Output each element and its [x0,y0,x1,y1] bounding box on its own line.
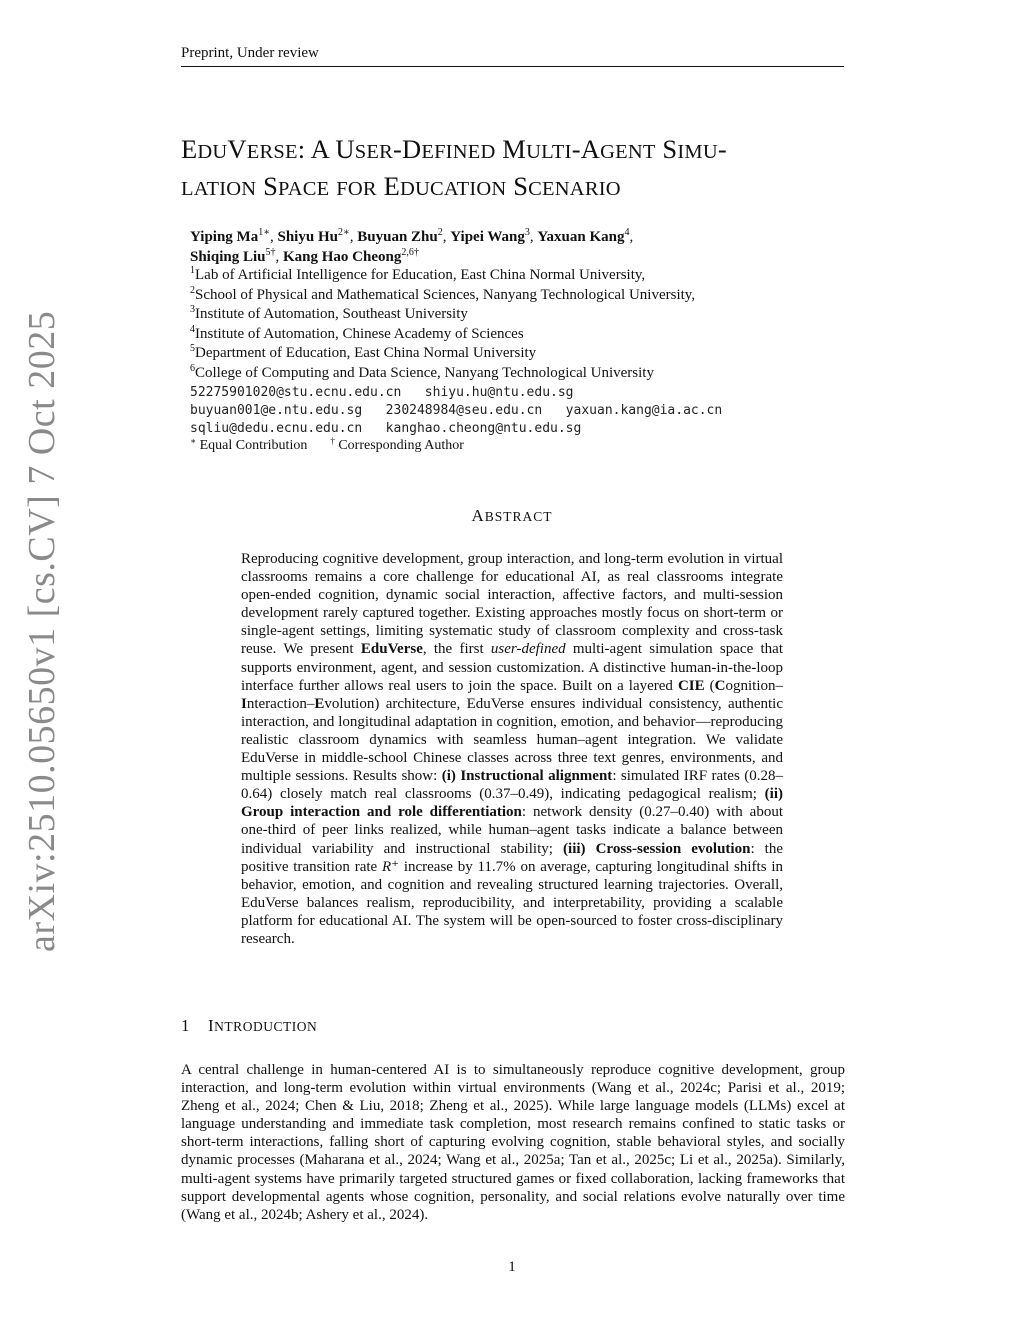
email-line-2[interactable]: buyuan001@e.ntu.edu.sg 230248984@seu.edu.cn yaxuan.kang@ia.ac.cn [190,403,723,418]
author-name: Kang Hao Cheong [282,248,402,265]
affiliation-num: 3 [190,304,195,315]
abstract-heading: ABSTRACT [471,506,553,525]
abstract-bold: CIE [677,677,705,694]
title-line-1: EDUVERSE: A USER-DEFINED MULTI-AGENT SIMU- [181,134,727,164]
affiliation-5 [190,344,850,364]
abstract-text: ognition– [725,677,783,694]
affiliation-num: 4 [190,323,195,335]
equal-contribution-mark: ∗ [190,436,197,446]
affiliation-num: 5 [190,343,195,354]
email-line-1[interactable]: 52275901020@stu.ecnu.edu.cn shiyu.hu@ntu.edu.sg [190,385,574,400]
affiliation-num: 2 [190,284,195,296]
author-notes [190,438,464,454]
abstract-text: : network density (0.27–0.40) with about one-third of peer links realized, while human–agent tasks indicate a balance between individual variability and instructional stability; [241,804,783,857]
page-number: 1 [508,1259,516,1275]
affiliation-text: Institute of Automation, Chinese Academy of Sciences [195,325,524,342]
author-name: Yiping Ma [190,229,259,245]
abstract-text: : the positive transition rate [241,840,784,875]
running-head: Preprint, Under review [181,45,319,61]
author-mark: 2,6† [401,246,419,258]
equal-contribution-text: Equal Contribution [199,438,308,453]
section-title: INTRODUCTION [208,1016,318,1035]
abstract-text: Reproducing cognitive development, group interaction, and long-term evolution in virtual classrooms remains a core challenge for educational AI, as real classrooms integrate open-ended cognition, dynamic social interaction, affective factors, and multi-session development rarely captured together. Existing approaches mostly focus on short-term or single-agent settings, limiting systematic study of classroom complexity and cross-task reuse. We present [241,551,783,658]
author-name: Yipei Wang [450,229,525,245]
email-line-3[interactable]: sqliu@dedu.ecnu.edu.cn kanghao.cheong@ntu.edu.sg [190,421,582,436]
author-mark: 2∗ [337,227,350,238]
abstract-bold: (iii) Cross-session evolution [563,840,751,857]
affiliation-1 [190,266,850,286]
paper-title [181,132,861,206]
section-heading-introduction [181,1016,317,1036]
author-name: Buyuan Zhu [357,229,438,245]
introduction-body: A central challenge in human-centered AI is to simultaneously reproduce cognitive development, group interaction, and long-term evolution within virtual environments (Wang et al., 2024c; Parisi et al., 2019; Zheng et al., 2024; Chen & Liu, 2018; Zheng et al., 2025). While large language models (LLMs) excel at language understanding and immediate task completion, most research remains confined to static tasks or short-term interactions, falling short of capturing evolving cognition, stable behavioral styles, and socially dynamic processes (Maharana et al., 2024; Wang et al., 2025a; Tan et al., 2025c; Li et al., 2025a). Similarly, multi-agent systems have primarily targeted structured games or fixed collaboration, lacking frameworks that support developmental agents whose cognition, personality, and social relations evolve naturally over time (Wang et al., 2024b; Ashery et al., 2024). [181,1062,845,1223]
abstract-text: ( [704,677,715,694]
affiliation-2 [190,286,850,306]
author-name: Shiyu Hu [277,229,338,245]
affiliation-text: Lab of Artificial Intelligence for Education, East China Normal University, [195,267,646,283]
affiliation-3 [190,305,850,325]
arxiv-stamp: arXiv:2510.05650v1 [cs.CV] 7 Oct 2025 [21,310,63,952]
author-mark: 3 [524,227,530,238]
affiliation-num: 1 [190,265,195,276]
author-mark: 1∗ [258,227,270,238]
author-name: Shiqing Liu [190,248,266,265]
abstract-text: volution) architecture, EduVerse ensures individual consistency, authentic interaction, and longitudinal adaptation in cognition, emotion, and behavior—reproducing realistic classroom dynamics with seamless human–agent integration. We validate EduVerse in middle-school Chinese classes across three text genres, environments, and multiple sessions. Results show: [241,695,783,785]
header-rule [181,66,844,67]
corresponding-text: Corresponding Author [338,438,464,453]
affiliation-text: Institute of Automation, Southeast University [195,306,468,322]
abstract-bold: C [714,677,726,694]
corresponding-mark: † [330,436,335,446]
author-name: Yaxuan Kang [537,229,625,245]
affiliation-6 [190,364,850,384]
abstract-bold: I [241,695,247,712]
affiliation-text: Department of Education, East China Normal University [195,345,537,361]
title-line-2: LATION SPACE FOR EDUCATION SCENARIO [181,171,621,201]
abstract-italic: user-defined [490,641,566,658]
abstract-text: , the first [422,641,491,658]
abstract-bold: E [314,695,325,712]
author-mark: 2 [437,227,443,238]
affiliation-4 [190,325,850,345]
abstract-text: multi-agent simulation space that supports environment, agent, and session customization. A distinctive human-in-the-loop interface further allows real users to join the space. Built on a layered [241,641,783,694]
math-symbol: R⁺ [381,858,400,875]
author-list: Yiping $Ma^{1∗}$, Shiyu $Hu^{2∗}$, Buyuan Zhu$^2$, Yipei Wang$^3$, Yaxuan Kang$^4$, Shiqing Liu$^{5\dagger}$, Kang Hao Cheong$^{2,6\dagger}$ [190,227,634,265]
abstract-body [241,550,783,948]
abstract-text: : simulated IRF rates (0.28–0.64) closely match real classrooms (0.37–0.49), indicating pedagogical realism; [241,768,783,803]
affiliation-text: College of Computing and Data Science, Nanyang Technological University [195,364,654,381]
abstract-text: increase by 11.7% on average, capturing longitudinal shifts in behavior, emotion, and cognition and revealing structured learning trajectories. Overall, EduVerse balances realism, reproducibility, and interpretability, providing a scalable platform for educational AI. The system will be open-sourced to foster cross-disciplinary research. [241,858,783,947]
abstract-bold: EduVerse [360,641,423,658]
author-mark: 5† [265,246,276,258]
abstract-bold: (ii) Group interaction and role differentiation [241,786,783,821]
affiliation-num: 6 [190,362,195,374]
abstract-text: nteraction– [246,695,315,712]
affiliation-text: School of Physical and Mathematical Sciences, Nanyang Technological University, [195,286,696,303]
abstract-bold: (i) Instructional alignment [441,768,613,785]
author-mark: 4 [624,227,630,238]
section-number: 1 [181,1016,190,1035]
